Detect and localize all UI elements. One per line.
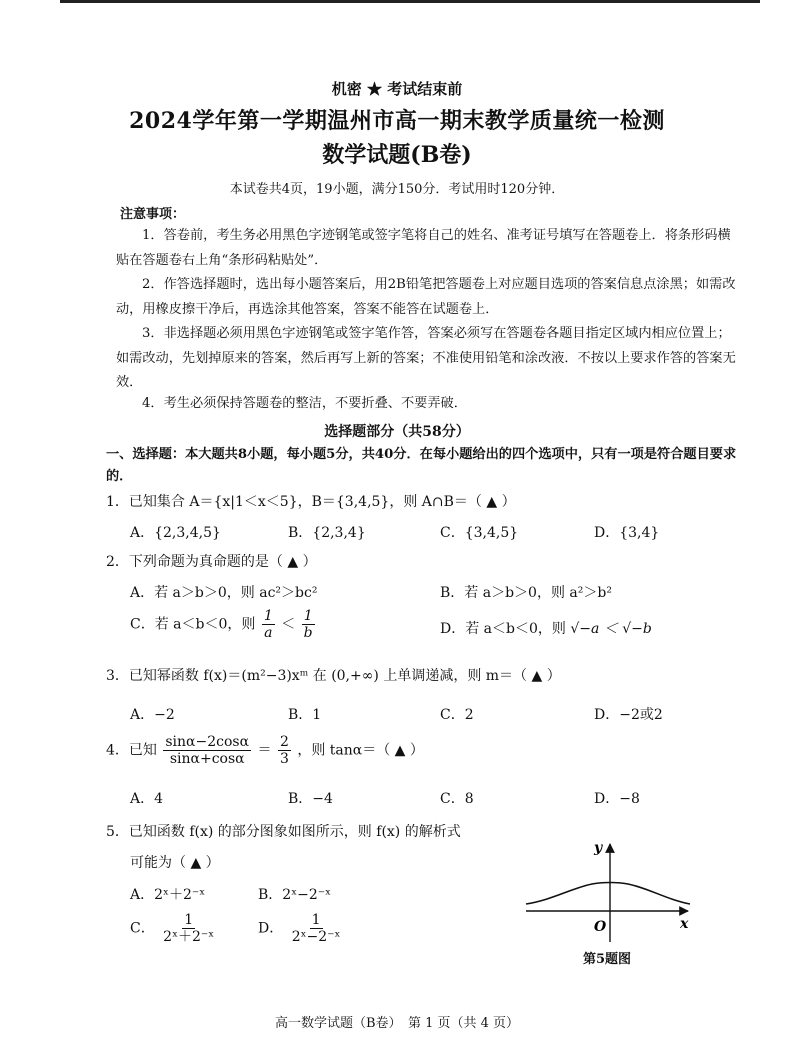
q1-option-d: D．{3,4} bbox=[594, 525, 660, 541]
q4-denominator: sinα+cosα bbox=[169, 751, 245, 768]
q2-option-d bbox=[440, 618, 652, 638]
top-border-line bbox=[60, 0, 760, 3]
part-one-instructions: 一、选择题：本大题共8小题，每小题5分，共40分．在每小题给出的四个选项中，只有一项是符合题目要求的． bbox=[106, 447, 737, 484]
q4-option-b: B．−4 bbox=[288, 791, 333, 807]
graph-y-label: y bbox=[594, 840, 603, 856]
q2-c-fraction-2 bbox=[302, 608, 315, 641]
confidential-label: 机密 ★ 考试结束前 bbox=[331, 80, 463, 98]
question-2-stem: 2．下列命题为真命题的是（ ▲ ） bbox=[106, 554, 317, 570]
q2-option-c-prefix: C．若 a＜b＜0，则 bbox=[130, 616, 256, 633]
q4-right-numerator: 2 bbox=[279, 734, 289, 750]
q4-right-denominator: 3 bbox=[279, 751, 289, 768]
q5-function-graph bbox=[522, 838, 694, 946]
q4-equals: ＝ bbox=[257, 742, 272, 759]
q3-option-c: C．2 bbox=[440, 707, 474, 723]
q4-prefix: 4．已知 bbox=[106, 742, 157, 759]
exam-info: 本试卷共4页，19小题，满分150分．考试用时120分钟． bbox=[229, 182, 565, 197]
graph-x-label: x bbox=[680, 916, 689, 932]
q3-option-d: D．−2或2 bbox=[594, 707, 663, 723]
q3-option-b: B．1 bbox=[288, 707, 322, 723]
q1-option-c: C．{3,4,5} bbox=[440, 525, 519, 541]
q3-option-a: A．−2 bbox=[130, 707, 175, 723]
figure-caption: 第5题图 bbox=[583, 952, 632, 967]
notice-item-1: 1．答卷前，考生务必用黑色字迹钢笔或签字笔将自己的姓名、准考证号填写在答题卷上．将条形码横贴在答题卷右上角“条形码粘贴处”． bbox=[116, 228, 731, 268]
q4-option-d: D．−8 bbox=[594, 791, 640, 807]
question-5-stem-continued: 可能为（ ▲ ） bbox=[130, 855, 220, 871]
q2-c-den2: b bbox=[303, 625, 313, 642]
question-3-stem: 3．已知幂函数 f(x)＝(m²−3)xᵐ 在 (0,+∞) 上单调递减，则 m＝（ ▲ ） bbox=[106, 668, 561, 684]
q2-option-a: A．若 a＞b＞0，则 ac²＞bc² bbox=[130, 585, 318, 601]
q2-option-d-expr: √−a ＜ √−b bbox=[570, 621, 652, 637]
notice-item-3: 3．非选择题必须用黑色字迹钢笔或签字笔作答，答案必须写在答题卷各题目指定区域内相应位置上；如需改动，先划掉原来的答案，然后再写上新的答案；不准使用铅笔和涂改液．不按以上要求作答的答案无效． bbox=[116, 326, 736, 390]
q4-suffix: ，则 tanα＝（ ▲ ） bbox=[297, 742, 424, 759]
q2-option-c bbox=[130, 608, 317, 641]
graph-curve bbox=[526, 883, 690, 905]
q4-option-c: C．8 bbox=[440, 791, 474, 807]
q5-option-c-prefix: C． bbox=[130, 920, 155, 937]
q4-numerator: sinα−2cosα bbox=[165, 734, 250, 750]
notice-heading: 注意事项： bbox=[120, 207, 186, 222]
question-1-stem: 1．已知集合 A＝{x|1＜x＜5}，B＝{3,4,5}，则 A∩B＝（ ▲ ） bbox=[106, 494, 516, 510]
q2-c-lt: ＜ bbox=[281, 616, 296, 633]
q5-option-c bbox=[130, 912, 218, 945]
q4-option-a: A．4 bbox=[130, 791, 164, 807]
q2-c-num2: 1 bbox=[303, 608, 313, 624]
q5-d-denominator: 2ˣ−2⁻ˣ bbox=[291, 929, 341, 946]
exam-subtitle: 数学试题(B卷) bbox=[322, 142, 472, 168]
notice-item-2: 2．作答选择题时，选出每小题答案后，用2B铅笔把答题卷上对应题目选项的答案信息点涂黑；如需改动，用橡皮擦干净后，再选涂其他答案，答案不能答在试题卷上． bbox=[116, 277, 736, 317]
q5-d-numerator: 1 bbox=[311, 912, 321, 928]
q5-option-a: A．2ˣ＋2⁻ˣ bbox=[130, 887, 206, 903]
q5-d-fraction bbox=[290, 912, 343, 945]
graph-origin-label: O bbox=[594, 919, 607, 935]
q5-c-denominator: 2ˣ＋2⁻ˣ bbox=[163, 929, 215, 946]
q5-option-d-prefix: D． bbox=[258, 920, 284, 937]
q1-option-b: B．{2,3,4} bbox=[288, 525, 366, 541]
q2-c-den1: a bbox=[264, 625, 273, 642]
q2-option-d-prefix: D．若 a＜b＜0，则 bbox=[440, 621, 566, 637]
question-5-stem: 5．已知函数 f(x) 的部分图象如图所示，则 f(x) 的解析式 bbox=[106, 824, 461, 840]
notice-item-4: 4．考生必须保持答题卷的整洁，不要折叠、不要弄破． bbox=[142, 396, 467, 411]
q2-c-num1: 1 bbox=[263, 608, 273, 624]
page-footer: 高一数学试题（B卷） 第 1 页（共 4 页） bbox=[274, 1016, 520, 1031]
section-title: 选择题部分（共58分） bbox=[324, 424, 470, 440]
q2-c-fraction-1 bbox=[262, 608, 275, 641]
question-4-stem bbox=[106, 734, 424, 767]
q5-c-numerator: 1 bbox=[184, 912, 194, 928]
q5-c-fraction bbox=[161, 912, 216, 945]
q2-option-b: B．若 a＞b＞0，则 a²＞b² bbox=[440, 585, 612, 601]
q5-option-d bbox=[258, 912, 345, 945]
q1-option-a: A．{2,3,4,5} bbox=[130, 525, 221, 541]
q5-option-b: B．2ˣ−2⁻ˣ bbox=[258, 887, 332, 903]
q4-fraction-left bbox=[163, 734, 251, 767]
exam-title: 2024学年第一学期温州市高一期末教学质量统一检测 bbox=[129, 108, 665, 134]
q4-fraction-right bbox=[278, 734, 291, 767]
